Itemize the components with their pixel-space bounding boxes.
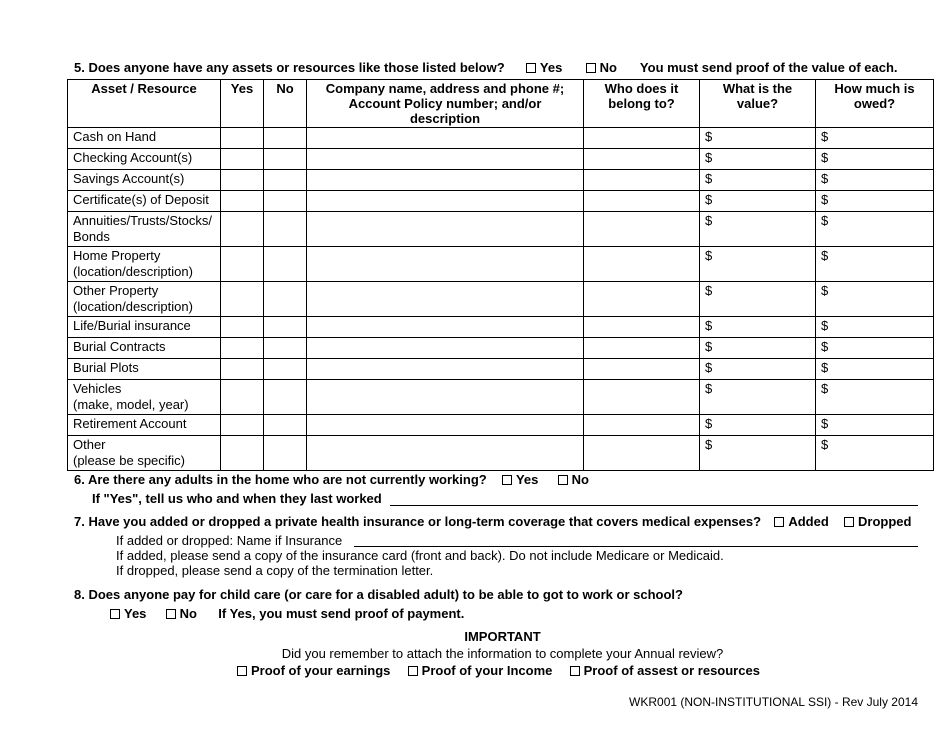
owed-cell[interactable] xyxy=(816,415,934,436)
asset-row xyxy=(68,170,934,191)
currency-symbol: $ xyxy=(821,129,829,144)
currency-symbol: $ xyxy=(821,339,829,354)
asset-label: Retirement Account xyxy=(68,415,221,436)
owed-cell[interactable] xyxy=(816,247,934,282)
question-8-text: Does anyone pay for child care (or care for a disabled adult) to be able to got to work or school? xyxy=(88,587,683,602)
currency-symbol: $ xyxy=(821,360,829,375)
owner-cell[interactable] xyxy=(584,359,700,380)
proof-assets-label: Proof of assest or resources xyxy=(583,663,760,678)
currency-symbol: $ xyxy=(705,248,713,263)
no-cell[interactable] xyxy=(264,128,307,149)
currency-symbol: $ xyxy=(705,150,713,165)
no-cell[interactable] xyxy=(264,338,307,359)
currency-symbol: $ xyxy=(705,381,713,396)
owed-cell[interactable] xyxy=(816,317,934,338)
company-cell[interactable] xyxy=(307,338,584,359)
no-cell[interactable] xyxy=(264,415,307,436)
owed-cell[interactable] xyxy=(816,436,934,471)
asset-row xyxy=(68,436,934,471)
header-owed: How much is owed? xyxy=(816,80,934,128)
value-cell[interactable] xyxy=(700,191,816,212)
owed-cell[interactable] xyxy=(816,380,934,415)
important-question: Did you remember to attach the information to complete your Annual review? xyxy=(281,646,724,661)
yes-cell[interactable] xyxy=(221,170,264,191)
proof-earnings-label: Proof of your earnings xyxy=(251,663,391,678)
owed-cell[interactable] xyxy=(816,170,934,191)
question-5-number: 5. xyxy=(74,60,85,75)
asset-label: Home Property (location/description) xyxy=(68,247,221,282)
header-owner: Who does it belong to? xyxy=(584,80,700,128)
proof-income-label: Proof of your Income xyxy=(421,663,553,678)
currency-symbol: $ xyxy=(705,416,713,431)
q8-yes-label: Yes xyxy=(124,606,147,621)
question-7-text: Have you added or dropped a private health insurance or long-term coverage that covers medical expenses? xyxy=(88,514,762,529)
q8-options xyxy=(110,606,464,621)
value-cell[interactable] xyxy=(700,380,816,415)
yes-cell[interactable] xyxy=(221,338,264,359)
asset-row xyxy=(68,191,934,212)
owner-cell[interactable] xyxy=(584,317,700,338)
owner-cell[interactable] xyxy=(584,212,700,247)
q8-no-label: No xyxy=(179,606,198,621)
yes-cell[interactable] xyxy=(221,415,264,436)
value-cell[interactable] xyxy=(700,317,816,338)
company-cell[interactable] xyxy=(307,380,584,415)
yes-cell[interactable] xyxy=(221,436,264,471)
owner-cell[interactable] xyxy=(584,415,700,436)
asset-row xyxy=(68,149,934,170)
owed-cell[interactable] xyxy=(816,212,934,247)
currency-symbol: $ xyxy=(705,171,713,186)
company-cell[interactable] xyxy=(307,212,584,247)
asset-label: Checking Account(s) xyxy=(68,149,221,170)
q5-no-label: No xyxy=(599,60,617,75)
owed-cell[interactable] xyxy=(816,359,934,380)
q6-yes-label: Yes xyxy=(515,472,539,487)
proof-income-checkbox[interactable] xyxy=(408,666,418,676)
question-8-number: 8. xyxy=(74,587,85,602)
no-cell[interactable] xyxy=(264,380,307,415)
value-cell[interactable] xyxy=(700,436,816,471)
asset-label: Other (please be specific) xyxy=(68,436,221,471)
yes-cell[interactable] xyxy=(221,128,264,149)
value-cell[interactable] xyxy=(700,282,816,317)
currency-symbol: $ xyxy=(821,318,829,333)
company-cell[interactable] xyxy=(307,359,584,380)
currency-symbol: $ xyxy=(821,437,829,452)
q7-dropped-checkbox[interactable] xyxy=(844,517,854,527)
q8-no-checkbox[interactable] xyxy=(166,609,176,619)
no-cell[interactable] xyxy=(264,436,307,471)
q7-added-note: If added, please send a copy of the insurance card (front and back). Do not include Medicare or Medicaid. xyxy=(116,548,724,563)
asset-row xyxy=(68,380,934,415)
q5-no-checkbox[interactable] xyxy=(586,63,596,73)
header-no: No xyxy=(264,80,307,128)
no-cell[interactable] xyxy=(264,170,307,191)
owed-cell[interactable] xyxy=(816,282,934,317)
asset-row xyxy=(68,359,934,380)
company-cell[interactable] xyxy=(307,317,584,338)
company-cell[interactable] xyxy=(307,170,584,191)
q7-added-checkbox[interactable] xyxy=(774,517,784,527)
yes-cell[interactable] xyxy=(221,380,264,415)
company-cell[interactable] xyxy=(307,415,584,436)
owner-cell[interactable] xyxy=(584,282,700,317)
asset-label: Annuities/Trusts/Stocks/ Bonds xyxy=(68,212,221,247)
currency-symbol: $ xyxy=(821,283,829,298)
owner-cell[interactable] xyxy=(584,170,700,191)
asset-label: Life/Burial insurance xyxy=(68,317,221,338)
owed-cell[interactable] xyxy=(816,128,934,149)
header-value: What is the value? xyxy=(700,80,816,128)
question-5 xyxy=(74,60,898,75)
q6-no-checkbox[interactable] xyxy=(558,475,568,485)
question-6 xyxy=(74,472,589,487)
question-7-number: 7. xyxy=(74,514,85,529)
value-cell[interactable] xyxy=(700,359,816,380)
currency-symbol: $ xyxy=(705,339,713,354)
owed-cell[interactable] xyxy=(816,191,934,212)
value-cell[interactable] xyxy=(700,149,816,170)
question-8 xyxy=(74,587,683,602)
yes-cell[interactable] xyxy=(221,317,264,338)
q5-yes-checkbox[interactable] xyxy=(526,63,536,73)
question-6-text: Are there any adults in the home who are not currently working? xyxy=(87,472,487,487)
owed-cell[interactable] xyxy=(816,149,934,170)
assets-table xyxy=(67,79,934,471)
yes-cell[interactable] xyxy=(221,191,264,212)
no-cell[interactable] xyxy=(264,191,307,212)
asset-label: Savings Account(s) xyxy=(68,170,221,191)
currency-symbol: $ xyxy=(821,171,829,186)
q7-added-label: Added xyxy=(788,514,829,529)
header-asset: Asset / Resource xyxy=(68,80,221,128)
asset-row xyxy=(68,128,934,149)
asset-row xyxy=(68,282,934,317)
asset-row xyxy=(68,415,934,436)
asset-label: Burial Contracts xyxy=(68,338,221,359)
question-6-number: 6. xyxy=(74,472,85,487)
company-cell[interactable] xyxy=(307,436,584,471)
company-cell[interactable] xyxy=(307,247,584,282)
proof-assets-checkbox[interactable] xyxy=(570,666,580,676)
value-cell[interactable] xyxy=(700,415,816,436)
value-cell[interactable] xyxy=(700,212,816,247)
important-title: IMPORTANT xyxy=(464,629,541,644)
currency-symbol: $ xyxy=(705,192,713,207)
currency-symbol: $ xyxy=(821,248,829,263)
currency-symbol: $ xyxy=(705,360,713,375)
owed-cell[interactable] xyxy=(816,338,934,359)
q8-yes-checkbox[interactable] xyxy=(110,609,120,619)
q5-yes-label: Yes xyxy=(539,60,563,75)
q8-payment-note: If Yes, you must send proof of payment. xyxy=(218,606,465,621)
company-cell[interactable] xyxy=(307,149,584,170)
currency-symbol: $ xyxy=(705,129,713,144)
asset-label: Burial Plots xyxy=(68,359,221,380)
q7-insurance-name-input[interactable] xyxy=(354,546,918,547)
currency-symbol: $ xyxy=(705,213,713,228)
q6-followup-label: If "Yes", tell us who and when they last worked xyxy=(92,491,382,506)
no-cell[interactable] xyxy=(264,247,307,282)
no-cell[interactable] xyxy=(264,359,307,380)
currency-symbol: $ xyxy=(821,150,829,165)
question-5-text: Does anyone have any assets or resources like those listed below? xyxy=(88,60,505,75)
asset-label: Cash on Hand xyxy=(68,128,221,149)
yes-cell[interactable] xyxy=(221,212,264,247)
proof-earnings-checkbox[interactable] xyxy=(237,666,247,676)
owner-cell[interactable] xyxy=(584,149,700,170)
q5-proof-note: You must send proof of the value of each. xyxy=(639,60,898,75)
no-cell[interactable] xyxy=(264,317,307,338)
question-7 xyxy=(74,514,911,529)
yes-cell[interactable] xyxy=(221,282,264,317)
owner-cell[interactable] xyxy=(584,380,700,415)
value-cell[interactable] xyxy=(700,338,816,359)
header-yes: Yes xyxy=(221,80,264,128)
asset-row xyxy=(68,338,934,359)
q7-dropped-label: Dropped xyxy=(858,514,912,529)
company-cell[interactable] xyxy=(307,282,584,317)
q6-no-label: No xyxy=(571,472,589,487)
no-cell[interactable] xyxy=(264,212,307,247)
currency-symbol: $ xyxy=(821,213,829,228)
company-cell[interactable] xyxy=(307,128,584,149)
currency-symbol: $ xyxy=(821,381,829,396)
currency-symbol: $ xyxy=(821,192,829,207)
value-cell[interactable] xyxy=(700,128,816,149)
asset-label: Certificate(s) of Deposit xyxy=(68,191,221,212)
currency-symbol: $ xyxy=(705,283,713,298)
value-cell[interactable] xyxy=(700,247,816,282)
q6-followup-input[interactable] xyxy=(390,505,918,506)
asset-label: Other Property (location/description) xyxy=(68,282,221,317)
company-cell[interactable] xyxy=(307,191,584,212)
asset-row xyxy=(68,212,934,247)
currency-symbol: $ xyxy=(705,437,713,452)
asset-row xyxy=(68,247,934,282)
owner-cell[interactable] xyxy=(584,247,700,282)
yes-cell[interactable] xyxy=(221,359,264,380)
yes-cell[interactable] xyxy=(221,149,264,170)
owner-cell[interactable] xyxy=(584,338,700,359)
form-id-footer: WKR001 (NON-INSTITUTIONAL SSI) - Rev July 2014 xyxy=(629,695,918,709)
important-checklist xyxy=(237,663,760,678)
owner-cell[interactable] xyxy=(584,191,700,212)
value-cell[interactable] xyxy=(700,170,816,191)
currency-symbol: $ xyxy=(821,416,829,431)
asset-row xyxy=(68,317,934,338)
owner-cell[interactable] xyxy=(584,436,700,471)
asset-label: Vehicles (make, model, year) xyxy=(68,380,221,415)
assets-table-header xyxy=(68,80,934,128)
no-cell[interactable] xyxy=(264,282,307,317)
q7-dropped-note: If dropped, please send a copy of the termination letter. xyxy=(116,563,434,578)
q7-insurance-name-label: If added or dropped: Name if Insurance xyxy=(116,533,343,548)
no-cell[interactable] xyxy=(264,149,307,170)
yes-cell[interactable] xyxy=(221,247,264,282)
header-company: Company name, address and phone #; Account Policy number; and/or description xyxy=(307,80,584,128)
q6-yes-checkbox[interactable] xyxy=(502,475,512,485)
owner-cell[interactable] xyxy=(584,128,700,149)
currency-symbol: $ xyxy=(705,318,713,333)
